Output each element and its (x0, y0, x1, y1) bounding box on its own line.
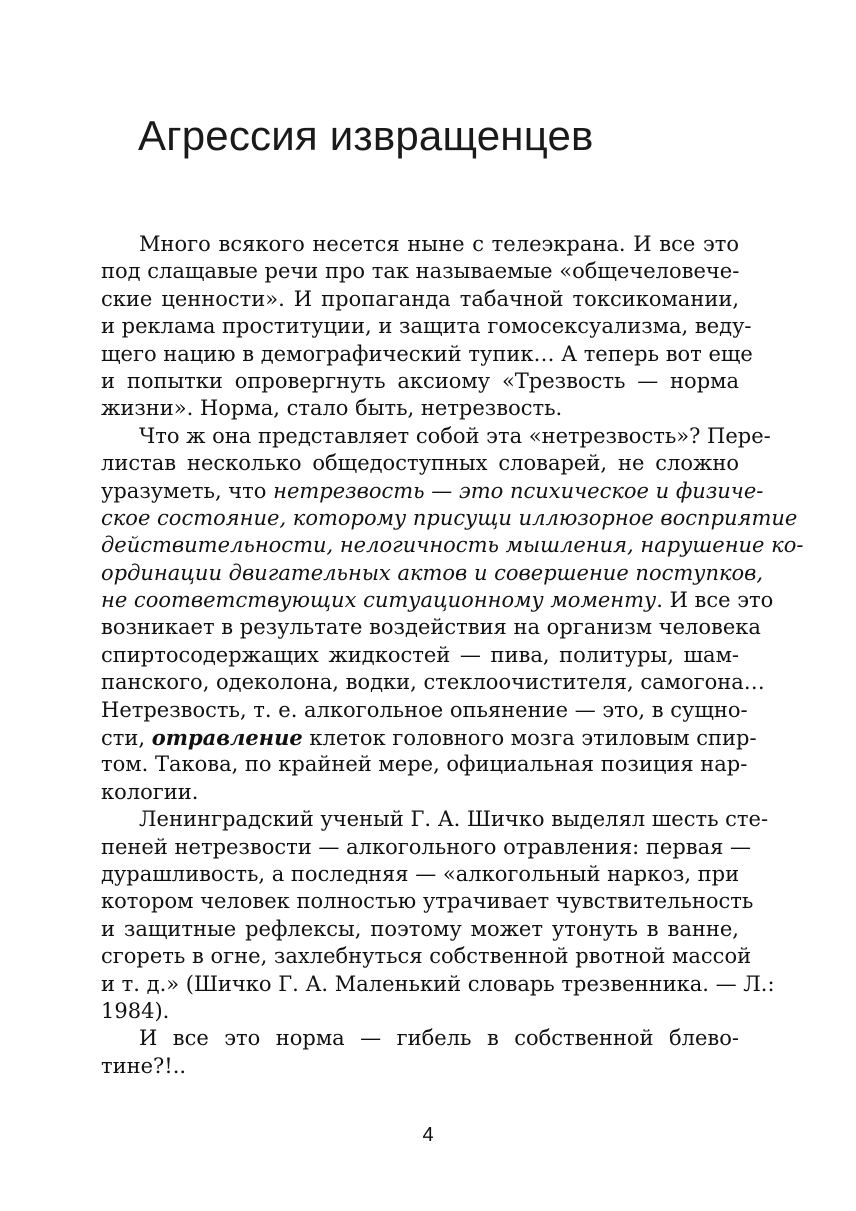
text-line (101, 395, 739, 422)
text-line (101, 1025, 739, 1052)
text-segment: Ленинградский ученый Г. А. Шичко выделял шесть сте- (139, 807, 769, 832)
text-segment: и попытки опровергнуть аксиому «Трезвость — норма (101, 368, 739, 393)
chapter-title: Агрессия извращенцев (138, 112, 594, 159)
page-number: 4 (422, 1124, 434, 1146)
text-segment: ские ценности». И пропаганда табачной токсикомании, (101, 286, 739, 311)
paragraph (101, 231, 753, 423)
text-line (101, 368, 739, 395)
text-segment: Что ж она представляет собой эта «нетрезвость»? Пере- (139, 423, 771, 448)
text-segment: и реклама проституции, и защита гомосексуализма, веду- (101, 314, 752, 339)
text-line (101, 614, 761, 641)
text-line (101, 532, 804, 559)
text-segment: листав несколько общедоступных словарей, не сложно (101, 451, 739, 476)
text-segment: И все это норма — гибель в собственной блево- (139, 1026, 739, 1051)
text-segment: сгореть в огне, захлебнуться собственной рвотной массой (101, 944, 752, 969)
italic-text: действительности, нелогичность мышления, нарушение ко- (101, 533, 804, 558)
italic-text: не соответствующих ситуационному моменту (101, 588, 657, 613)
text-segment: сти, (101, 726, 152, 751)
text-line (101, 1053, 739, 1080)
text-line (101, 724, 757, 751)
text-segment: уразуметь, что (101, 478, 274, 503)
text-segment: возникает в результате воздействия на организм человека (101, 615, 761, 640)
body-text (101, 231, 804, 1080)
text-segment: Нетрезвость, т. е. алкогольное опьянение — это, в сущно- (101, 697, 748, 722)
text-line (101, 971, 775, 998)
text-line (101, 313, 752, 340)
text-line (101, 587, 774, 614)
text-line (101, 231, 739, 258)
text-segment: том. Такова, по крайней мере, официальная позиция нар- (101, 752, 748, 777)
text-segment: пеней нетрезвости — алкогольного отравления: первая — (101, 834, 752, 859)
emphasized-term: отравление (151, 725, 303, 751)
paragraph (101, 1025, 739, 1080)
text-line (101, 943, 752, 970)
text-line (101, 341, 753, 368)
paragraph (101, 423, 804, 806)
text-segment: и защитные рефлексы, поэтому может утонуть в ванне, (101, 916, 739, 941)
text-segment: кологии. (101, 779, 199, 804)
text-line (101, 478, 764, 505)
text-line (101, 998, 739, 1025)
italic-text: ское состояние, которому присущи иллюзорное восприятие (101, 505, 798, 530)
text-segment: под слащавые речи про так называемые «общечеловече- (101, 259, 740, 284)
text-line (101, 834, 752, 861)
text-line (101, 916, 739, 943)
text-line (101, 258, 739, 285)
text-segment: котором человек полностью утрачивает чувствительность (101, 889, 754, 914)
paragraph (101, 806, 775, 1025)
text-line (101, 697, 748, 724)
text-segment: панского, одеколона, водки, стеклоочистителя, самогона… (101, 670, 765, 695)
text-line (101, 861, 739, 888)
text-line (101, 751, 748, 778)
text-line (101, 450, 739, 477)
italic-text: ординации двигательных актов и совершение поступков, (101, 560, 764, 585)
text-segment: . И все это (656, 588, 774, 613)
text-segment: клеток головного мозга этиловым спир- (302, 726, 757, 751)
text-segment: и т. д.» (Шичко Г. А. Маленький словарь трезвенника. — Л.: (101, 971, 775, 996)
text-segment: тине?!.. (101, 1053, 187, 1078)
text-segment: спиртосодержащих жидкостей — пива, политуры, шам- (101, 642, 739, 667)
text-segment: 1984). (101, 998, 170, 1023)
text-line (101, 669, 765, 696)
text-line (101, 888, 754, 915)
text-segment: дурашливость, а последняя — «алкогольный наркоз, при (101, 861, 740, 886)
text-line (101, 423, 771, 450)
text-segment: Много всякого несется ныне с телеэкрана. И все это (139, 232, 739, 256)
text-line (101, 806, 769, 833)
text-segment: жизни». Норма, стало быть, нетрезвость. (101, 396, 563, 421)
text-line (101, 286, 739, 313)
text-line (101, 505, 798, 532)
text-segment: щего нацию в демографический тупик… А теперь вот еще (101, 341, 753, 366)
italic-text: нетрезвость — это психическое и физиче- (273, 478, 764, 503)
text-line (101, 642, 739, 669)
text-line (101, 779, 739, 806)
text-line (101, 560, 764, 587)
